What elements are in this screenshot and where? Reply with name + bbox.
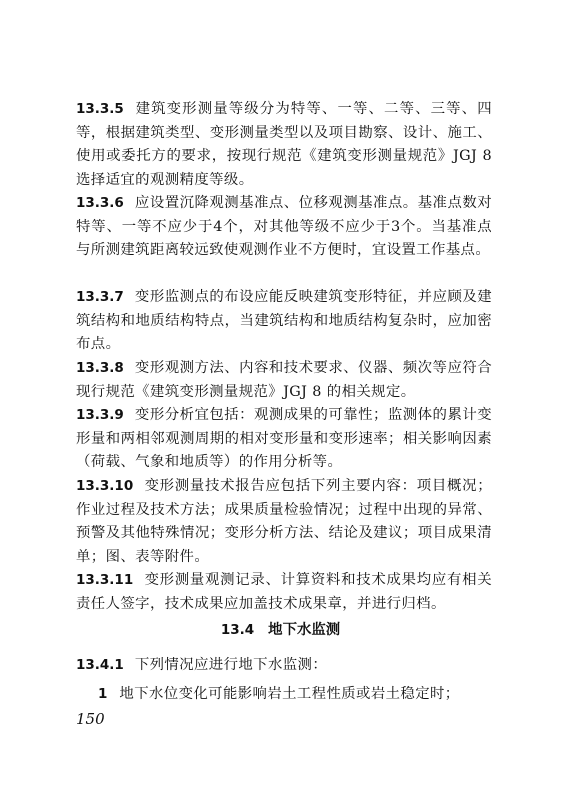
clause-number: 13.3.10 (76, 478, 134, 494)
section-heading (0, 618, 561, 642)
clause-13-3-5 (76, 98, 492, 193)
clause-text: 变形测量技术报告应包括下列主要内容：项目概况；作业过程及技术方法；成果质量检验情况；过程中出现的异常、预警及其他特殊情况；变形分析方法、结论及建议；项目成果清单；图、表等附件。 (76, 478, 492, 566)
clause-number: 13.3.6 (76, 195, 124, 211)
clause-13-3-7 (76, 286, 492, 357)
clause-13-3-8 (76, 357, 492, 404)
clause-13-3-9 (76, 404, 492, 475)
clause-13-3-6 (76, 192, 492, 263)
clause-text: 建筑变形测量等级分为特等、一等、二等、三等、四等，根据建筑类型、变形测量类型以及项目勘察、设计、施工、使用或委托方的要求，按现行规范《建筑变形测量规范》JGJ 8选择适宜的观测精度等级。 (76, 101, 492, 189)
clause-text: 变形观测方法、内容和技术要求、仪器、频次等应符合现行规范《建筑变形测量规范》JGJ 8 的相关规定。 (76, 360, 492, 400)
clause-13-4-1 (76, 654, 492, 678)
list-item-number: 1 (98, 686, 108, 702)
clause-text: 变形监测点的布设应能反映建筑变形特征，并应顾及建筑结构和地质结构特点，当建筑结构和地质结构复杂时，应加密布点。 (76, 289, 492, 353)
clause-number: 13.3.5 (76, 101, 124, 117)
page-number: 150 (76, 710, 105, 728)
clause-number: 13.3.9 (76, 407, 124, 423)
clause-text: 应设置沉降观测基准点、位移观测基准点。基准点数对特等、一等不应少于4个，对其他等级不应少于3个。当基准点与所测建筑距离较远致使观测作业不方便时，宜设置工作基点。 (76, 195, 492, 259)
clause-number: 13.4.1 (76, 657, 124, 673)
list-item-text: 地下水位变化可能影响岩土工程性质或岩土稳定时； (119, 686, 460, 702)
section-number: 13.4 (220, 622, 255, 638)
clause-text: 变形测量观测记录、计算资料和技术成果均应有相关责任人签字，技术成果应加盖技术成果章，并进行归档。 (76, 572, 492, 612)
list-item (98, 682, 498, 706)
clause-text: 变形分析宜包括：观测成果的可靠性；监测体的累计变形量和两相邻观测周期的相对变形量和变形速率；相关影响因素（荷载、气象和地质等）的作用分析等。 (76, 407, 492, 471)
clause-13-3-10 (76, 475, 492, 570)
section-title: 地下水监测 (268, 622, 341, 638)
clause-number: 13.3.8 (76, 360, 124, 376)
clause-13-3-11 (76, 569, 492, 616)
clause-text: 下列情况应进行地下水监测： (134, 657, 328, 673)
clause-number: 13.3.11 (76, 572, 134, 588)
clause-number: 13.3.7 (76, 289, 124, 305)
